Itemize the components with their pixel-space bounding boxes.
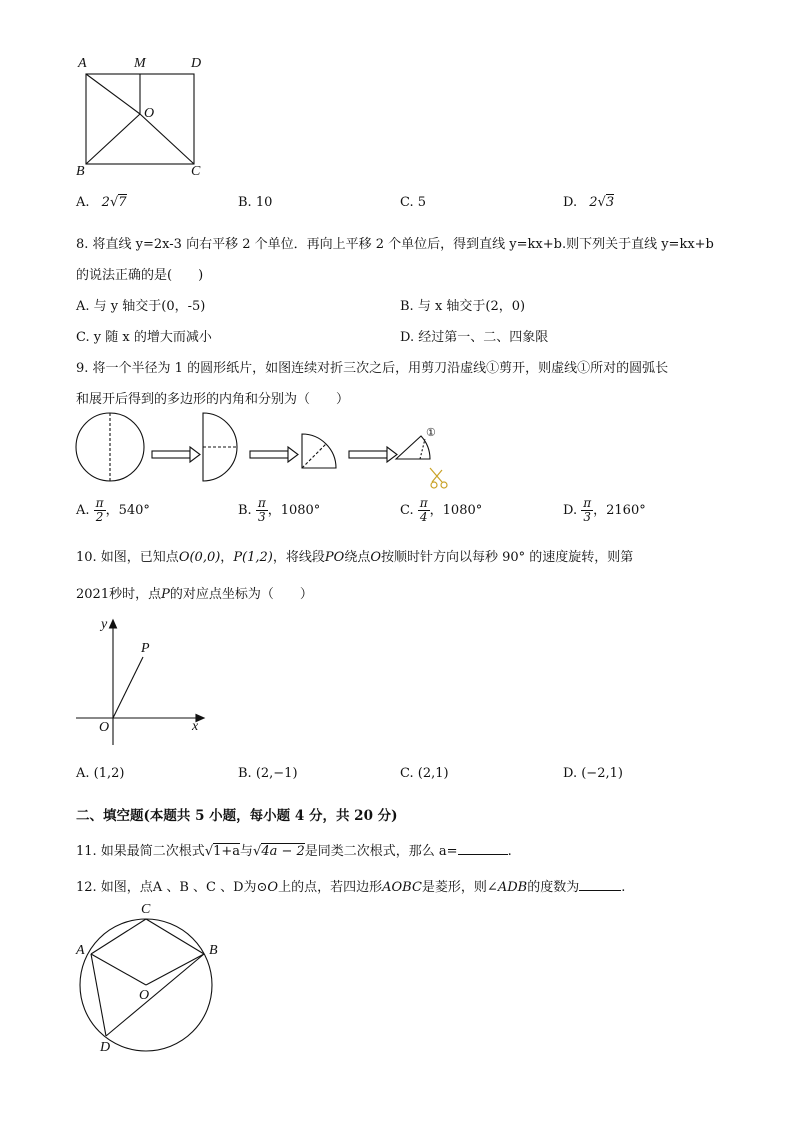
q10-option-d[interactable]: D. (−2,1) (563, 766, 623, 781)
label-b: B (209, 943, 218, 958)
q8-option-c[interactable]: C. y 随 x 的增大而减小 (76, 330, 212, 345)
label-b: B (76, 164, 85, 179)
label-c: C (191, 164, 201, 179)
degrees: ，1080° (267, 503, 321, 518)
option-letter: C. (400, 503, 414, 518)
origin-label: O (99, 720, 110, 735)
option-letter: A. (76, 503, 90, 518)
label-d: D (100, 1040, 111, 1055)
radicand: 3 (605, 195, 615, 210)
option-letter: D. (563, 503, 578, 518)
fraction: $\frac{\pi}{4}$ (419, 496, 428, 524)
degrees: ，1080° (429, 503, 483, 518)
q8-option-b[interactable]: B. 与 x 轴交于(2，0) (400, 299, 526, 314)
option-letter: A. (76, 195, 90, 210)
label-m: M (134, 56, 146, 71)
label-o: O (139, 988, 150, 1003)
q10-option-c[interactable]: C. (2,1) (400, 766, 449, 781)
q10-option-b[interactable]: B. (2,−1) (238, 766, 298, 781)
degrees: ，540° (105, 503, 150, 518)
q10-option-a[interactable]: A. (1,2) (76, 766, 125, 781)
q7-option-b[interactable]: B. 10 (238, 195, 273, 210)
sqrt-sign: √ (597, 195, 606, 210)
q9-line2: 和展开后得到的多边形的内角和分别为（ ） (76, 392, 350, 407)
point-p-label: P (141, 641, 150, 656)
q8-option-a[interactable]: A. 与 y 轴交于(0，-5) (76, 299, 206, 314)
sqrt-sign: √ (109, 195, 119, 210)
circled-one-label: ① (426, 426, 436, 439)
radicand: 7 (118, 195, 127, 210)
q10-line2: 2021秒时，点P的对应点坐标为（ ） (76, 587, 313, 602)
q9-line1: 9. 将一个半径为 1 的圆形纸片，如图连续对折三次之后，用剪刀沿虚线①剪开，则虚线①所对的圆弧长 (76, 361, 669, 376)
section-title: 二、填空题(本题共 5 小题，每小题 4 分，共 20 分) (76, 808, 398, 824)
label-o: O (144, 106, 155, 121)
q7-option-c[interactable]: C. 5 (400, 195, 427, 210)
fraction: $\frac{\pi}{3}$ (583, 496, 592, 524)
option-letter: D. (563, 195, 578, 210)
label-d: D (191, 56, 202, 71)
label-a: A (78, 56, 87, 71)
x-axis-label: x (192, 719, 199, 734)
label-a: A (76, 943, 85, 958)
label-c: C (141, 902, 151, 917)
degrees: ，2160° (593, 503, 646, 518)
fraction: $\frac{\pi}{2}$ (95, 496, 104, 524)
q12-line: 12. 如图，点A 、B 、C 、D为⊙O上的点，若四边形AOBC是菱形，则∠ADB的度数为 . (76, 876, 625, 895)
q8-option-d[interactable]: D. 经过第一、二、四象限 (400, 330, 549, 345)
y-axis-label: y (101, 617, 108, 632)
q8-line2: 的说法正确的是( ) (76, 268, 204, 283)
q10-line1: 10. 如图，已知点O(0,0)，P(1,2)，将线段PO绕点O按顺时针方向以每秒 90° 的速度旋转，则第 (76, 550, 634, 565)
q11-line: 11. 如果最简二次根式√1+a与√4a − 2是同类二次根式，那么 a= . (76, 840, 512, 859)
option-letter: B. (238, 503, 252, 518)
coefficient: 2 (101, 195, 110, 210)
q8-line1: 8. 将直线 y=2x-3 向右平移 2 个单位．再向上平移 2 个单位后，得到直线 y=kx+b.则下列关于直线 y=kx+b (76, 237, 714, 252)
fraction: $\frac{\pi}{3}$ (257, 496, 266, 524)
coefficient: 2 (589, 195, 598, 210)
